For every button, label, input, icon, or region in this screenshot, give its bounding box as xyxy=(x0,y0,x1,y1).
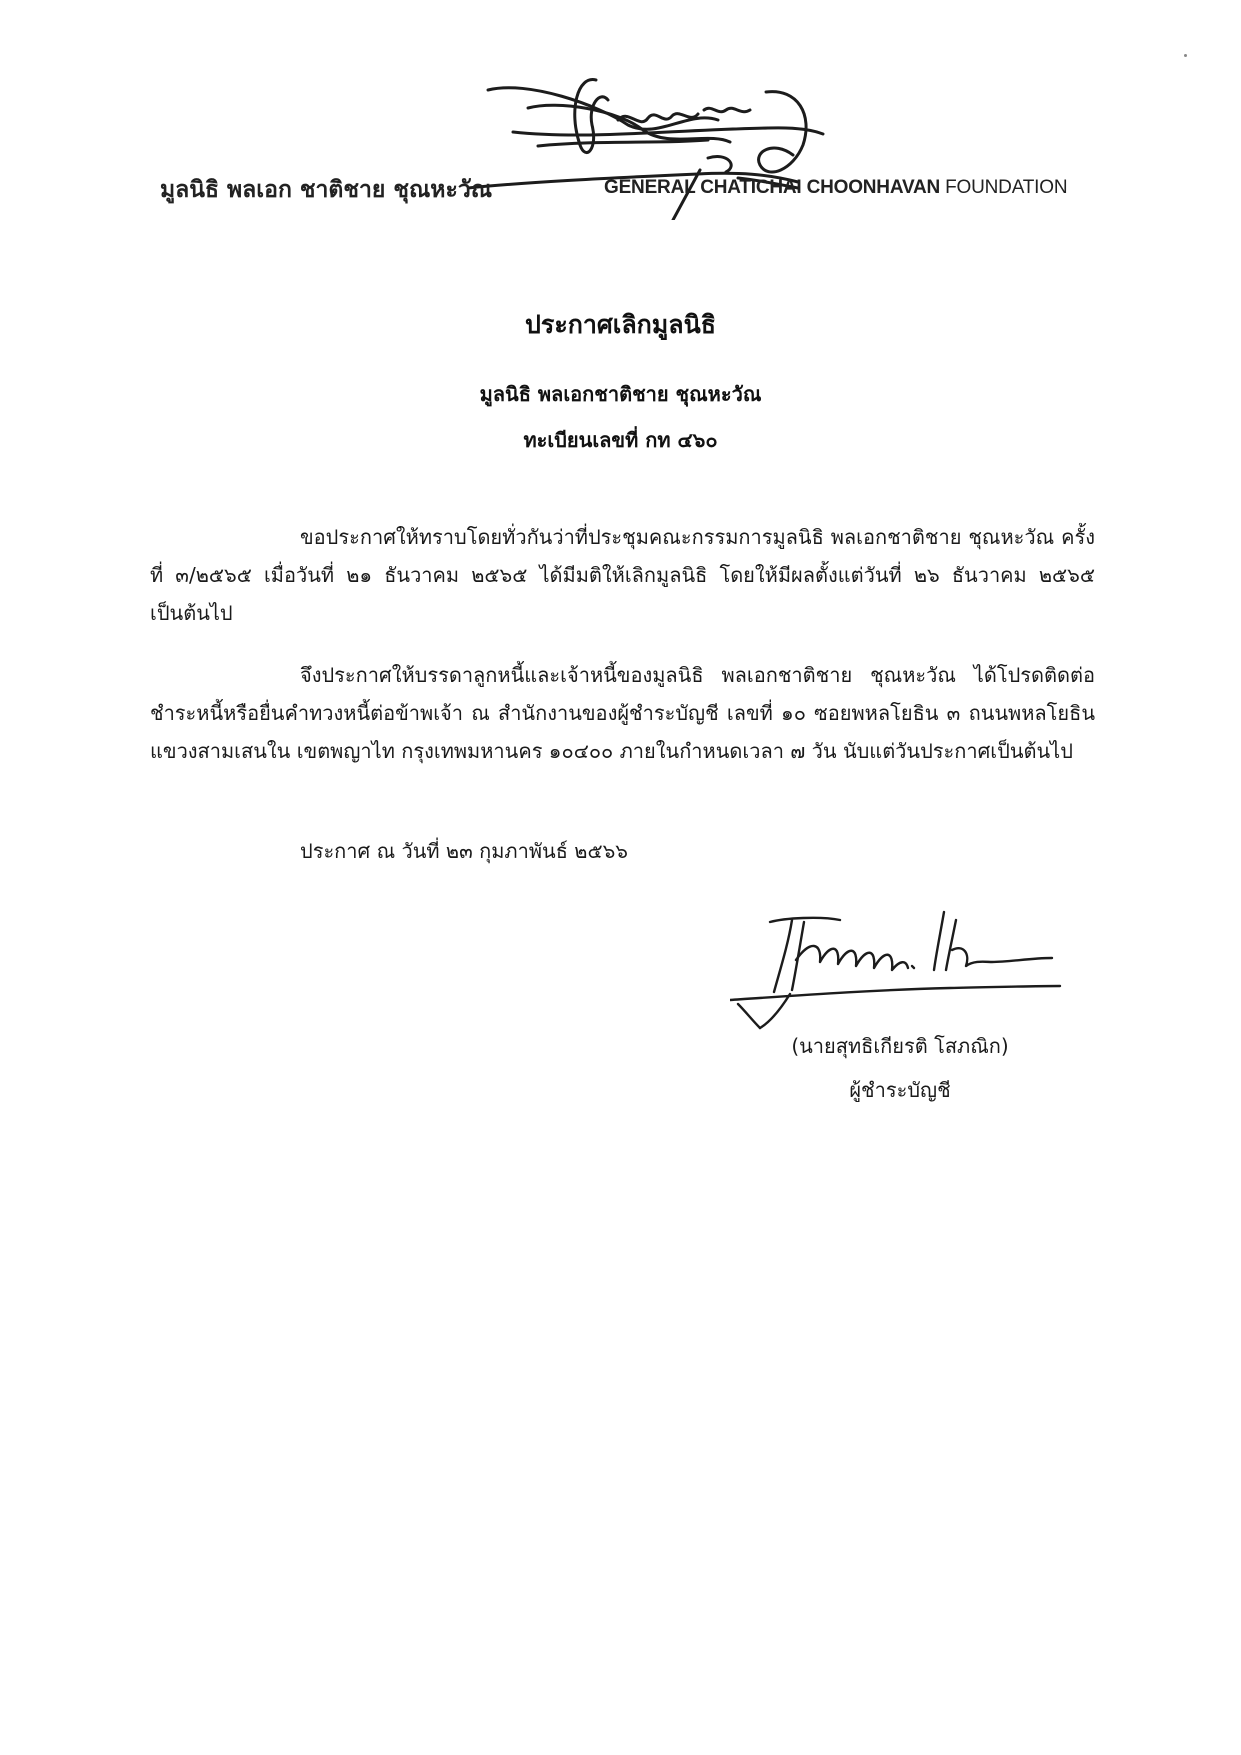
letterhead-english-regular: FOUNDATION xyxy=(945,177,1068,198)
foundation-name: มูลนิธิ พลเอกชาติชาย ชุณหะวัณ xyxy=(479,382,762,406)
announcement-date: ประกาศ ณ วันที่ ๒๓ กุมภาพันธ์ ๒๕๖๖ xyxy=(300,839,628,863)
signature-block xyxy=(700,900,1100,1130)
announcement-paragraph-1: ขอประกาศให้ทราบโดยทั่วกันว่าที่ประชุมคณะกรรมการมูลนิธิ พลเอกชาติชาย ชุณหะวัณ ครั้งที่ ๓/๒๕๖๕ เมื่อวันที่ ๒๑ ธันวาคม ๒๕๖๕ ได้มีมติให้เลิกมูลนิธิ โดยให้มีผลตั้งแต่วันที่ ๒๖ ธันวาคม ๒๕๖๕ เป็นต้นไป xyxy=(150,525,1095,625)
letterhead-english-bold: GENERAL CHATICHAI CHOONHAVAN xyxy=(604,177,941,198)
signer-name: (นายสุทธิเกียรติ โสภณิก) xyxy=(791,1034,1009,1058)
scan-speck xyxy=(1184,54,1187,57)
signer-position: ผู้ชำระบัญชี xyxy=(849,1078,951,1102)
letterhead-english-name xyxy=(604,177,1067,199)
announcement-paragraph-2: จึงประกาศให้บรรดาลูกหนี้และเจ้าหนี้ของมูลนิธิ พลเอกชาติชาย ชุณหะวัณ ได้โปรดติดต่อชำระหนี้หรือยื่นคำทวงหนี้ต่อข้าพเจ้า ณ สำนักงานของผู้ชำระบัญชี เลขที่ ๑๐ ซอยพหลโยธิน ๓ ถนนพหลโยธิน แขวงสามเสนใน เขตพญาไท กรุงเทพมหานคร ๑๐๔๐๐ ภายในกำหนดเวลา ๗ วัน นับแต่วันประกาศเป็นต้นไป xyxy=(150,663,1095,763)
letterhead xyxy=(150,70,1090,220)
letterhead-thai-name: มูลนิธิ พลเอก ชาติชาย ชุณหะวัณ xyxy=(160,177,493,203)
registration-number: ทะเบียนเลขที่ กท ๔๖๐ xyxy=(523,428,718,452)
document-title: ประกาศเลิกมูลนิธิ xyxy=(525,310,716,339)
handwritten-signature-icon xyxy=(730,900,1070,1030)
